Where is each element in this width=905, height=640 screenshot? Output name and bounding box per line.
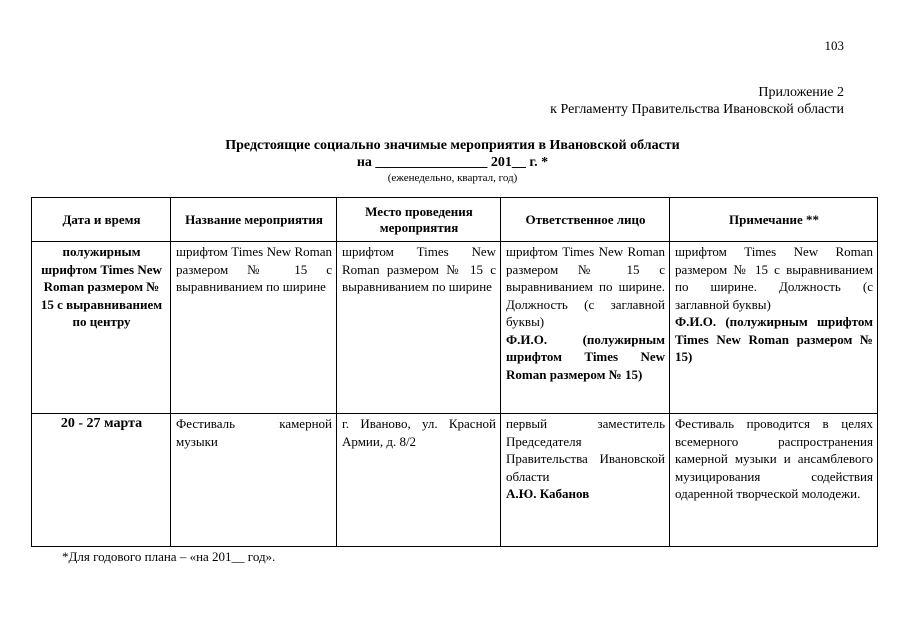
cell-template-date: полужирным шрифтом Times New Roman размером № 15 с выравниванием по центру (32, 242, 171, 414)
cell-event-date: 20 - 27 марта (32, 414, 171, 547)
header-date-time: Дата и время (32, 198, 171, 242)
document-title (0, 137, 905, 185)
header-responsible-person: Ответственное лицо (501, 198, 670, 242)
header-note: Примечание ** (670, 198, 878, 242)
header-event-place: Место проведения мероприятия (337, 198, 501, 242)
appendix-line-1: Приложение 2 (758, 85, 844, 100)
cell-template-note (670, 242, 878, 414)
cell-event-place: г. Иваново, ул. Красной Армии, д. 8/2 (337, 414, 501, 547)
title-line-2: на ________________ 201__ г. * (356, 155, 549, 170)
cell-event-name: Фестиваль камерной музыки (171, 414, 337, 547)
events-table (31, 197, 878, 547)
event-responsible-name: А.Ю. Кабанов (506, 486, 590, 501)
event-responsible-text: первый заместитель Председателя Правительства Ивановской области (506, 416, 665, 484)
template-note-text: шрифтом Times New Roman размером № 15 с выравниванием по ширине. Должность (с заглавной буквы) (675, 244, 873, 312)
table-row (32, 414, 878, 547)
template-note-bold: Ф.И.О. (полужирным шрифтом Times New Roman размером № 15) (675, 314, 873, 364)
header-event-name: Название мероприятия (171, 198, 337, 242)
table-row (32, 242, 878, 414)
cell-event-responsible (501, 414, 670, 547)
title-subtitle: (еженедельно, квартал, год) (387, 172, 518, 184)
cell-template-name: шрифтом Times New Roman размером № 15 с выравниванием по ширине (171, 242, 337, 414)
cell-event-note: Фестиваль проводится в целях всемерного распространения камерной музыки и ансамблевого музицирования содействия одаренной творческой молодежи. (670, 414, 878, 547)
page-number: 103 (824, 38, 844, 53)
template-responsible-bold: Ф.И.О. (полужирным шрифтом Times New Roman размером № 15) (506, 331, 665, 382)
appendix-header (550, 84, 844, 118)
title-line-1: Предстоящие социально значимые мероприятия в Ивановской области (225, 138, 680, 153)
footnote: *Для годового плана – «на 201__ год». (62, 549, 276, 564)
cell-template-place: шрифтом Times New Roman размером № 15 с выравниванием по ширине (337, 242, 501, 414)
table-header-row (32, 198, 878, 242)
template-responsible-text: шрифтом Times New Roman размером № 15 с выравниванием по ширине. Должность (с заглавной буквы) (506, 244, 665, 329)
cell-template-responsible (501, 242, 670, 414)
appendix-line-2: к Регламенту Правительства Ивановской области (550, 102, 844, 117)
